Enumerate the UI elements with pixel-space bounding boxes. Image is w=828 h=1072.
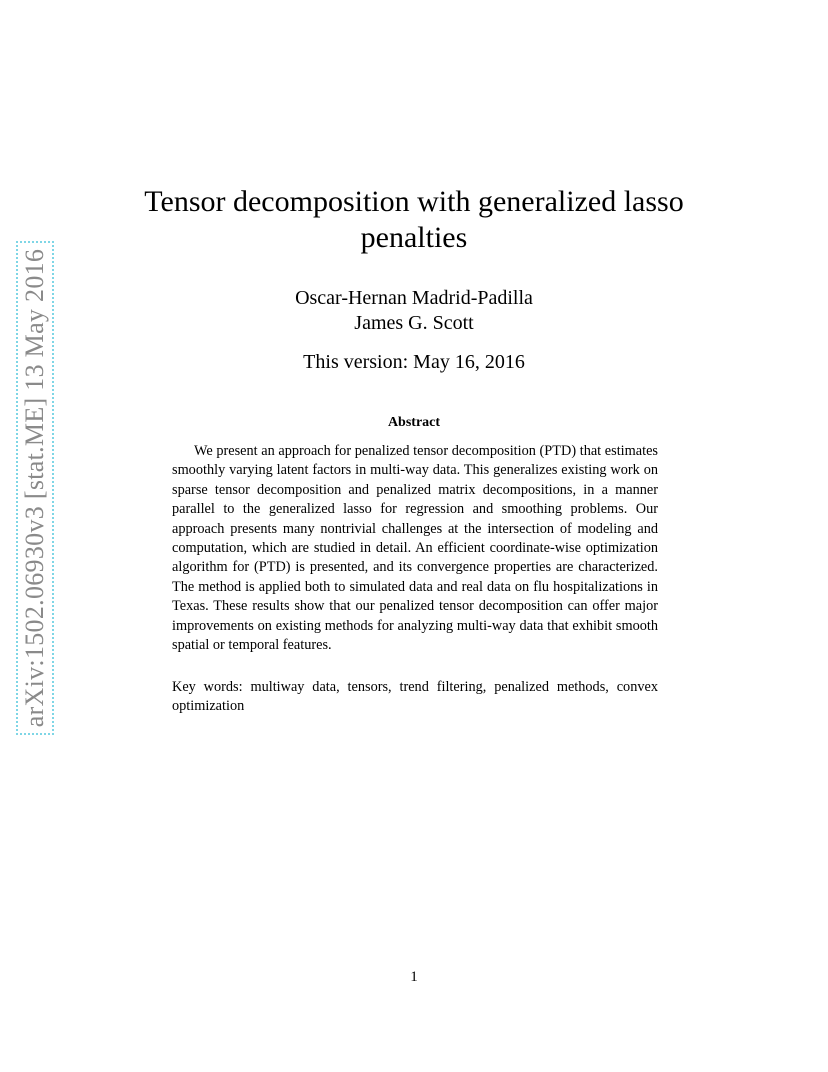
arxiv-stamp bbox=[14, 228, 56, 748]
arxiv-stamp-rotator bbox=[14, 228, 56, 748]
version-line: This version: May 16, 2016 bbox=[303, 351, 525, 373]
abstract-body: We present an approach for penalized tensor decomposition (PTD) that estimates smoothly varying latent factors in multi-way data. This generalizes existing work on sparse tensor decomposition and penalized matrix decompositions, in a manner parallel to the generalized lasso for regression and smoothing problems. Our approach presents many nontrivial challenges at the intersection of modeling and computation, which are studied in detail. An efficient coordinate-wise optimization algorithm for (PTD) is presented, and its convergence properties are characterized. The method is applied both to simulated data and real data on flu hospitalizations in Texas. These results show that our penalized tensor decomposition can offer major improvements on existing methods for analyzing multi-way data that exhibit smooth spatial or temporal features. bbox=[172, 443, 658, 654]
arxiv-stamp-text[interactable]: arXiv:1502.06930v3 [stat.ME] 13 May 2016 bbox=[16, 241, 54, 736]
author-list bbox=[100, 286, 728, 336]
page-number: 1 bbox=[410, 969, 418, 985]
author-name: James G. Scott bbox=[354, 312, 474, 334]
paper-title: Tensor decomposition with generalized lasso penalties bbox=[144, 185, 684, 254]
author-name: Oscar-Hernan Madrid-Padilla bbox=[295, 287, 533, 309]
keywords: Key words: multiway data, tensors, trend filtering, penalized methods, convex optimization bbox=[172, 679, 658, 715]
abstract-heading: Abstract bbox=[387, 415, 441, 430]
